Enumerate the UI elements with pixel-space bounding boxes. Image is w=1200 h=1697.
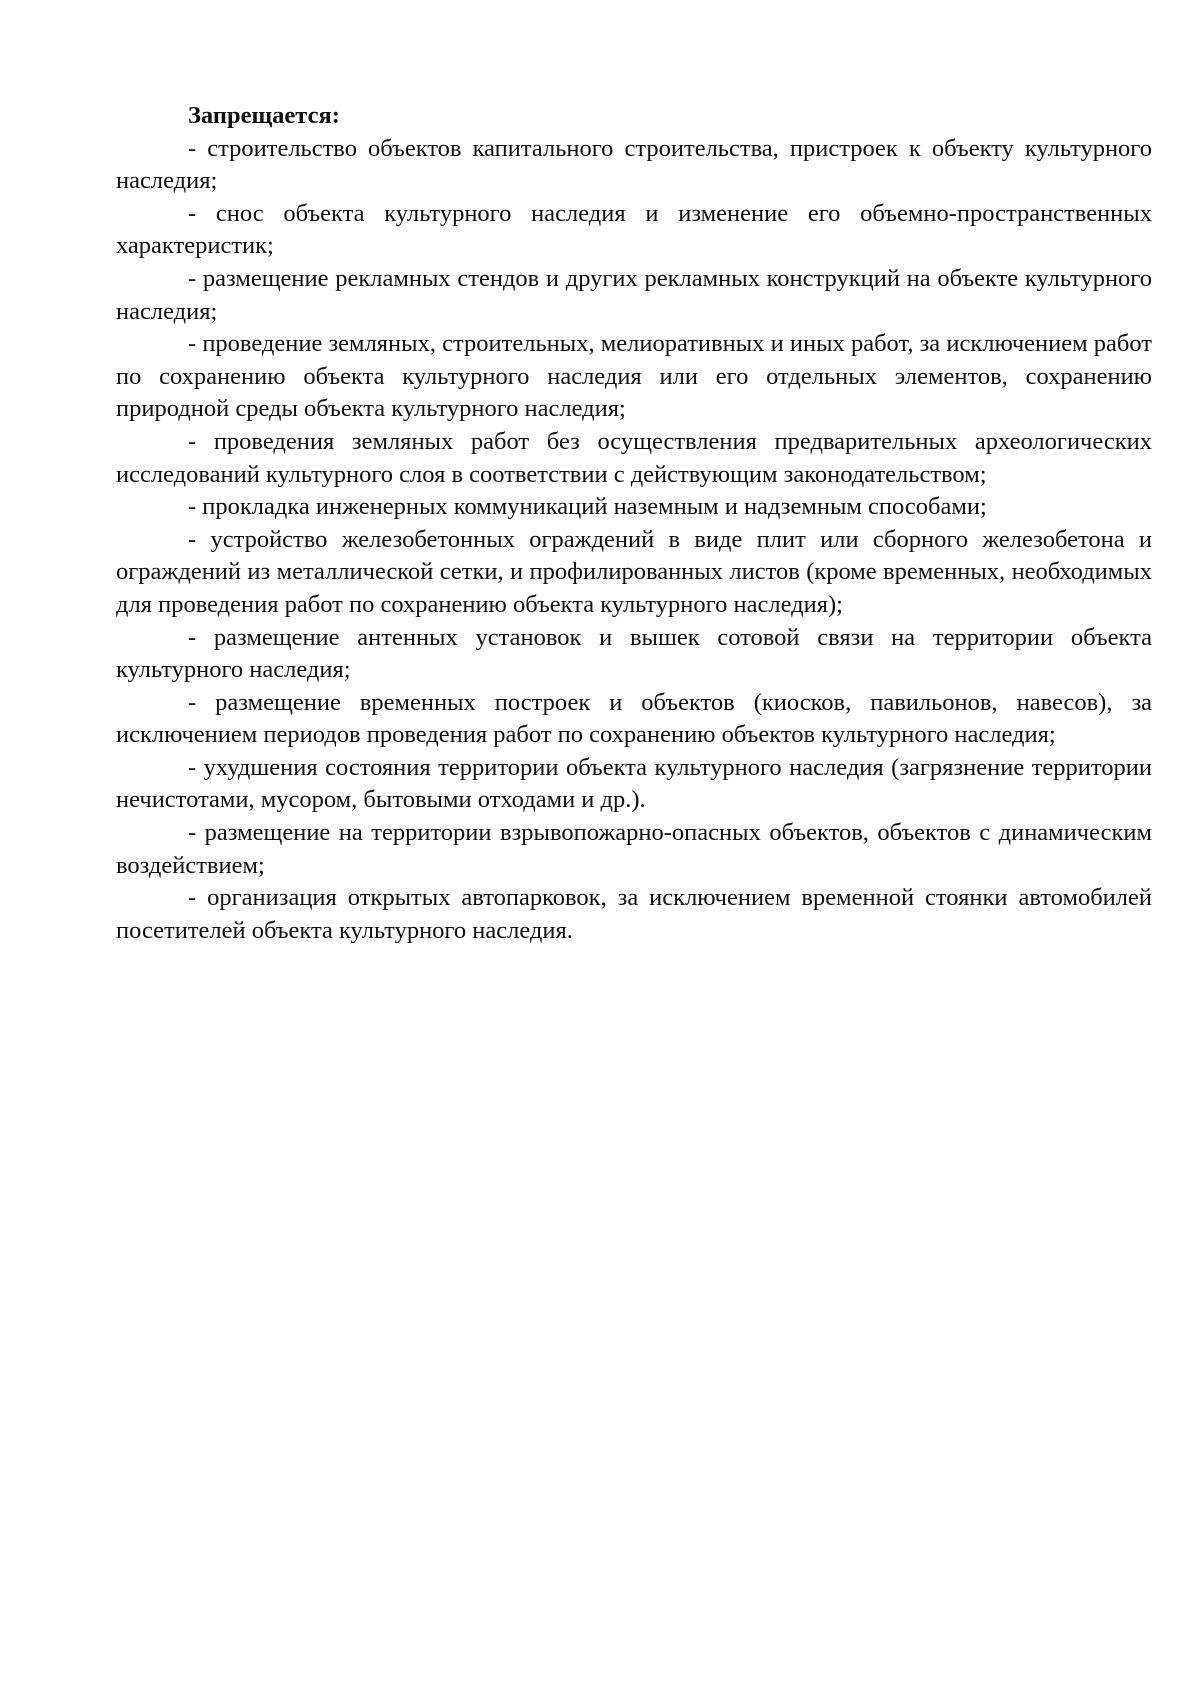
section-heading: Запрещается: <box>188 102 340 129</box>
prohibition-item: - ухудшения состояния территории объекта культурного наследия (загрязнение территории нечистотами, мусором, бытовыми отходами и др.). <box>116 753 1152 814</box>
prohibition-item: - организация открытых автопарковок, за исключением временной стоянки автомобилей посетителей объекта культурного наследия. <box>116 884 1152 944</box>
prohibition-item: - строительство объектов капитального строительства, пристроек к объекту культурного наследия; <box>116 134 1152 195</box>
prohibition-item: - проведение земляных, строительных, мелиоративных и иных работ, за исключением работ по сохранению объекта культурного наследия или его отдельных элементов, сохранению природной среды объекта культурного наследия; <box>116 330 1152 423</box>
prohibition-item: - размещение рекламных стендов и других рекламных конструкций на объекте культурного наследия; <box>116 264 1152 325</box>
prohibition-item: - размещение на территории взрывопожарно-опасных объектов, объектов с динамическим воздействием; <box>116 819 1152 879</box>
prohibitions-section <box>116 100 1152 947</box>
prohibition-item: - проведения земляных работ без осуществления предварительных археологических исследований культурного слоя в соответствии с действующим законодательством; <box>116 427 1152 488</box>
prohibition-item: - размещение временных построек и объектов (киосков, павильонов, навесов), за исключением периодов проведения работ по сохранению объектов культурного наследия; <box>116 688 1152 749</box>
prohibition-item: - устройство железобетонных ограждений в виде плит или сборного железобетона и ограждений из металлической сетки, и профилированных листов (кроме временных, необходимых для проведения работ по сохранению объекта культурного наследия); <box>116 525 1152 618</box>
prohibition-item: - размещение антенных установок и вышек сотовой связи на территории объекта культурного наследия; <box>116 623 1152 684</box>
prohibition-item: - снос объекта культурного наследия и изменение его объемно-пространственных характеристик; <box>116 199 1152 260</box>
prohibition-item: - прокладка инженерных коммуникаций наземным и надземным способами; <box>188 493 987 521</box>
